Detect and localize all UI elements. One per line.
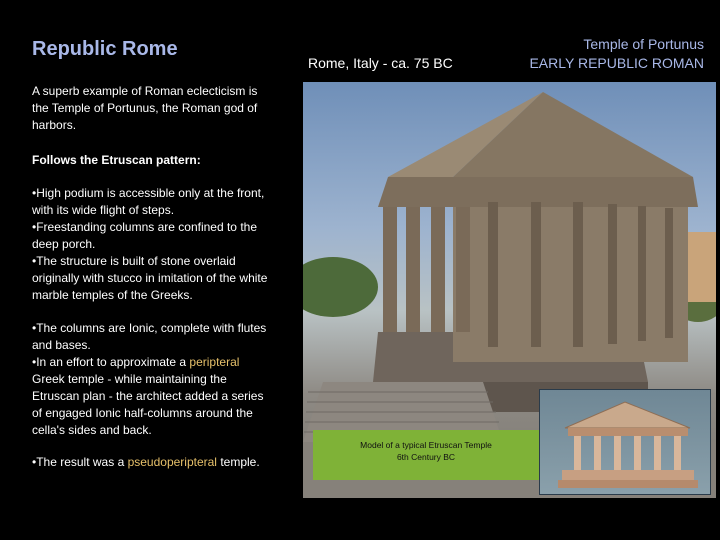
location-date: Rome, Italy - ca. 75 BC bbox=[308, 55, 453, 71]
bullet-columns-porch: •Freestanding columns are confined to the deep porch. bbox=[32, 220, 257, 251]
term-pseudoperipteral: pseudoperipteral bbox=[127, 455, 217, 469]
etruscan-model-image bbox=[539, 389, 711, 495]
model-caption bbox=[313, 430, 539, 480]
period-label: EARLY REPUBLIC ROMAN bbox=[529, 55, 704, 71]
bullet-group-1 bbox=[32, 185, 272, 304]
slide-title: Republic Rome bbox=[32, 38, 178, 60]
caption-line-2: 6th Century BC bbox=[396, 452, 456, 462]
intro-paragraph: A superb example of Roman eclecticism is the Temple of Portunus, the Roman god of harbors. bbox=[32, 84, 258, 132]
bullet-peripteral: •In an effort to approximate a peripteral Greek temple - while maintaining the Etruscan plan - the architect added a series of engaged Ionic half-columns around the cella's sides and back. bbox=[32, 355, 264, 437]
caption-line-1: Model of a typical Etruscan Temple bbox=[360, 440, 492, 450]
temple-name: Temple of Portunus bbox=[583, 36, 704, 52]
subheading: Follows the Etruscan pattern: bbox=[32, 153, 201, 167]
bullet-stucco: •The structure is built of stone overlaid originally with stucco in imitation of the white marble temples of the Greeks. bbox=[32, 254, 268, 302]
bullet-ionic: •The columns are Ionic, complete with flutes and bases. bbox=[32, 321, 267, 352]
bullet-group-2 bbox=[32, 320, 272, 439]
bullet-result: •The result was a pseudoperipteral temple. bbox=[32, 455, 260, 469]
bullet-podium: •High podium is accessible only at the front, with its wide flight of steps. bbox=[32, 186, 265, 217]
term-peripteral: peripteral bbox=[189, 355, 240, 369]
